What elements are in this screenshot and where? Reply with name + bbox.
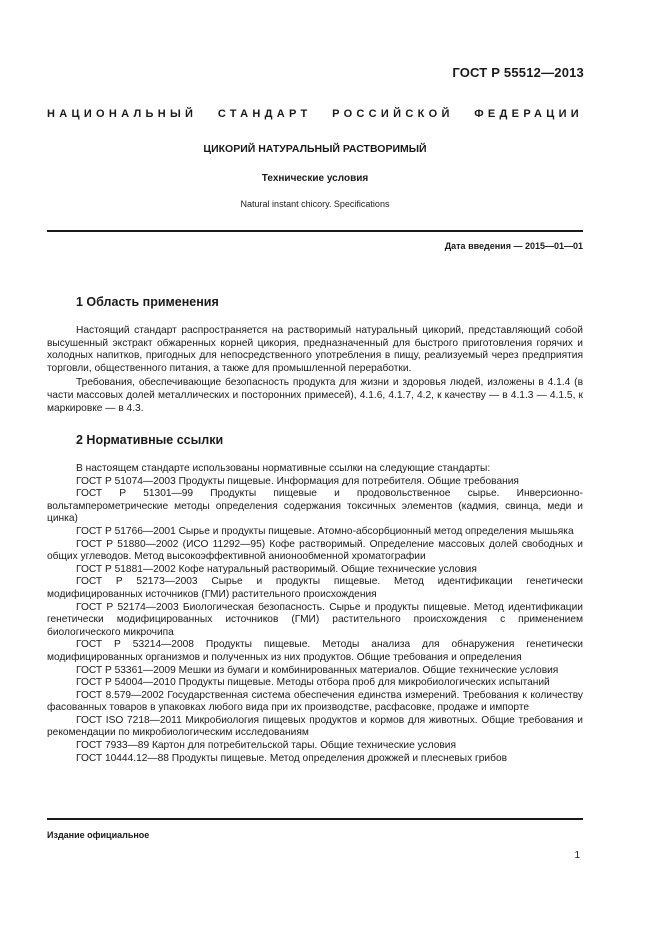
- english-title: Natural instant chicory. Specifications: [240, 199, 390, 209]
- reference-item: ГОСТ ISO 7218—2011 Микробиология пищевых продуктов и кормов для животных. Общие требования и рекомендации по микробиологическим исследованиям: [47, 714, 583, 739]
- reference-item: ГОСТ Р 51880—2002 (ИСО 11292—95) Кофе растворимый. Определение массовых долей свободных и общих углеводов. Метод высокоэффективной анионообменной хроматографии: [47, 538, 583, 563]
- introduction-date: Дата введения — 2015—01—01: [444, 241, 583, 251]
- reference-item: ГОСТ Р 51074—2003 Продукты пищевые. Информация для потребителя. Общие требования: [76, 475, 519, 487]
- reference-item: ГОСТ Р 51881—2002 Кофе натуральный растворимый. Общие технические условия: [76, 563, 477, 575]
- banner-word: НАЦИОНАЛЬНЫЙ: [47, 108, 198, 120]
- reference-item: ГОСТ Р 51301—99 Продукты пищевые и продовольственное сырье. Инверсионно-вольтамперометрические методы определения содержания токсичных элементов (кадмия, свинца, меди и цинка): [47, 488, 583, 525]
- paragraph: В настоящем стандарте использованы нормативные ссылки на следующие стандарты:: [76, 463, 491, 474]
- national-standard-banner: [47, 108, 583, 120]
- banner-word: РОССИЙСКОЙ: [332, 108, 454, 120]
- banner-word: СТАНДАРТ: [217, 108, 312, 120]
- section-2-body: [47, 463, 583, 765]
- document-code: ГОСТ Р 55512—2013: [452, 65, 584, 80]
- reference-item: ГОСТ Р 52174—2003 Биологическая безопасность. Сырье и продукты пищевые. Метод идентификации генетически модифицированных источников (ГМИ) растительного происхождения с применением биологического микрочипа: [47, 601, 583, 638]
- section-2-heading: 2 Нормативные ссылки: [76, 433, 224, 447]
- edition-label: Издание официальное: [47, 830, 150, 840]
- reference-item: ГОСТ Р 51766—2001 Сырье и продукты пищевые. Атомно-абсорбционный метод определения мышьяка: [76, 525, 574, 537]
- document-subtitle: Технические условия: [261, 173, 369, 184]
- section-1-heading: 1 Область применения: [76, 295, 219, 309]
- document-title: ЦИКОРИЙ НАТУРАЛЬНЫЙ РАСТВОРИМЫЙ: [203, 143, 427, 155]
- section-1-body: [47, 325, 583, 415]
- footer-divider: [47, 818, 583, 820]
- header-divider: [47, 230, 583, 232]
- reference-item: ГОСТ 8.579—2002 Государственная система обеспечения единства измерений. Требования к количеству фасованных товаров в упаковках любого вида при их производстве, расфасовке, продаже и импорте: [47, 689, 583, 714]
- reference-item: ГОСТ 7933—89 Картон для потребительской тары. Общие технические условия: [76, 740, 456, 752]
- reference-item: ГОСТ Р 54004—2010 Продукты пищевые. Методы отбора проб для микробиологических испытаний: [76, 677, 550, 689]
- reference-item: ГОСТ 10444.12—88 Продукты пищевые. Метод определения дрожжей и плесневых грибов: [76, 752, 508, 764]
- paragraph: Настоящий стандарт распространяется на растворимый натуральный цикорий, представляющий собой высушенный экстракт обжаренных корней цикория, предназначенный для быстрого приготовления горячих и холодных напитков, пригодных для непосредственного употребления в пищу, реализуемый через предприятия торговли, общественного питания, а также для промышленной переработки.: [47, 325, 583, 374]
- reference-item: ГОСТ Р 52173—2003 Сырье и продукты пищевые. Метод идентификации генетически модифицированных источников (ГМИ) растительного происхождения: [47, 576, 583, 600]
- paragraph: Требования, обеспечивающие безопасность продукта для жизни и здоровья людей, изложены в 4.1.4 (в части массовых долей металлических и посторонних примесей), 4.1.6, 4.1.7, 4.2, к качеству — в 4.1.3 — 4.1.5, к маркировке — в 4.3.: [47, 377, 583, 414]
- reference-item: ГОСТ Р 53361—2009 Мешки из бумаги и комбинированных материалов. Общие технические условия: [76, 664, 559, 676]
- banner-word: ФЕДЕРАЦИИ: [474, 108, 583, 120]
- reference-item: ГОСТ Р 53214—2008 Продукты пищевые. Методы анализа для обнаружения генетически модифицированных организмов и полученных из них продуктов. Общие требования и определения: [47, 639, 583, 663]
- page-number: 1: [574, 850, 580, 861]
